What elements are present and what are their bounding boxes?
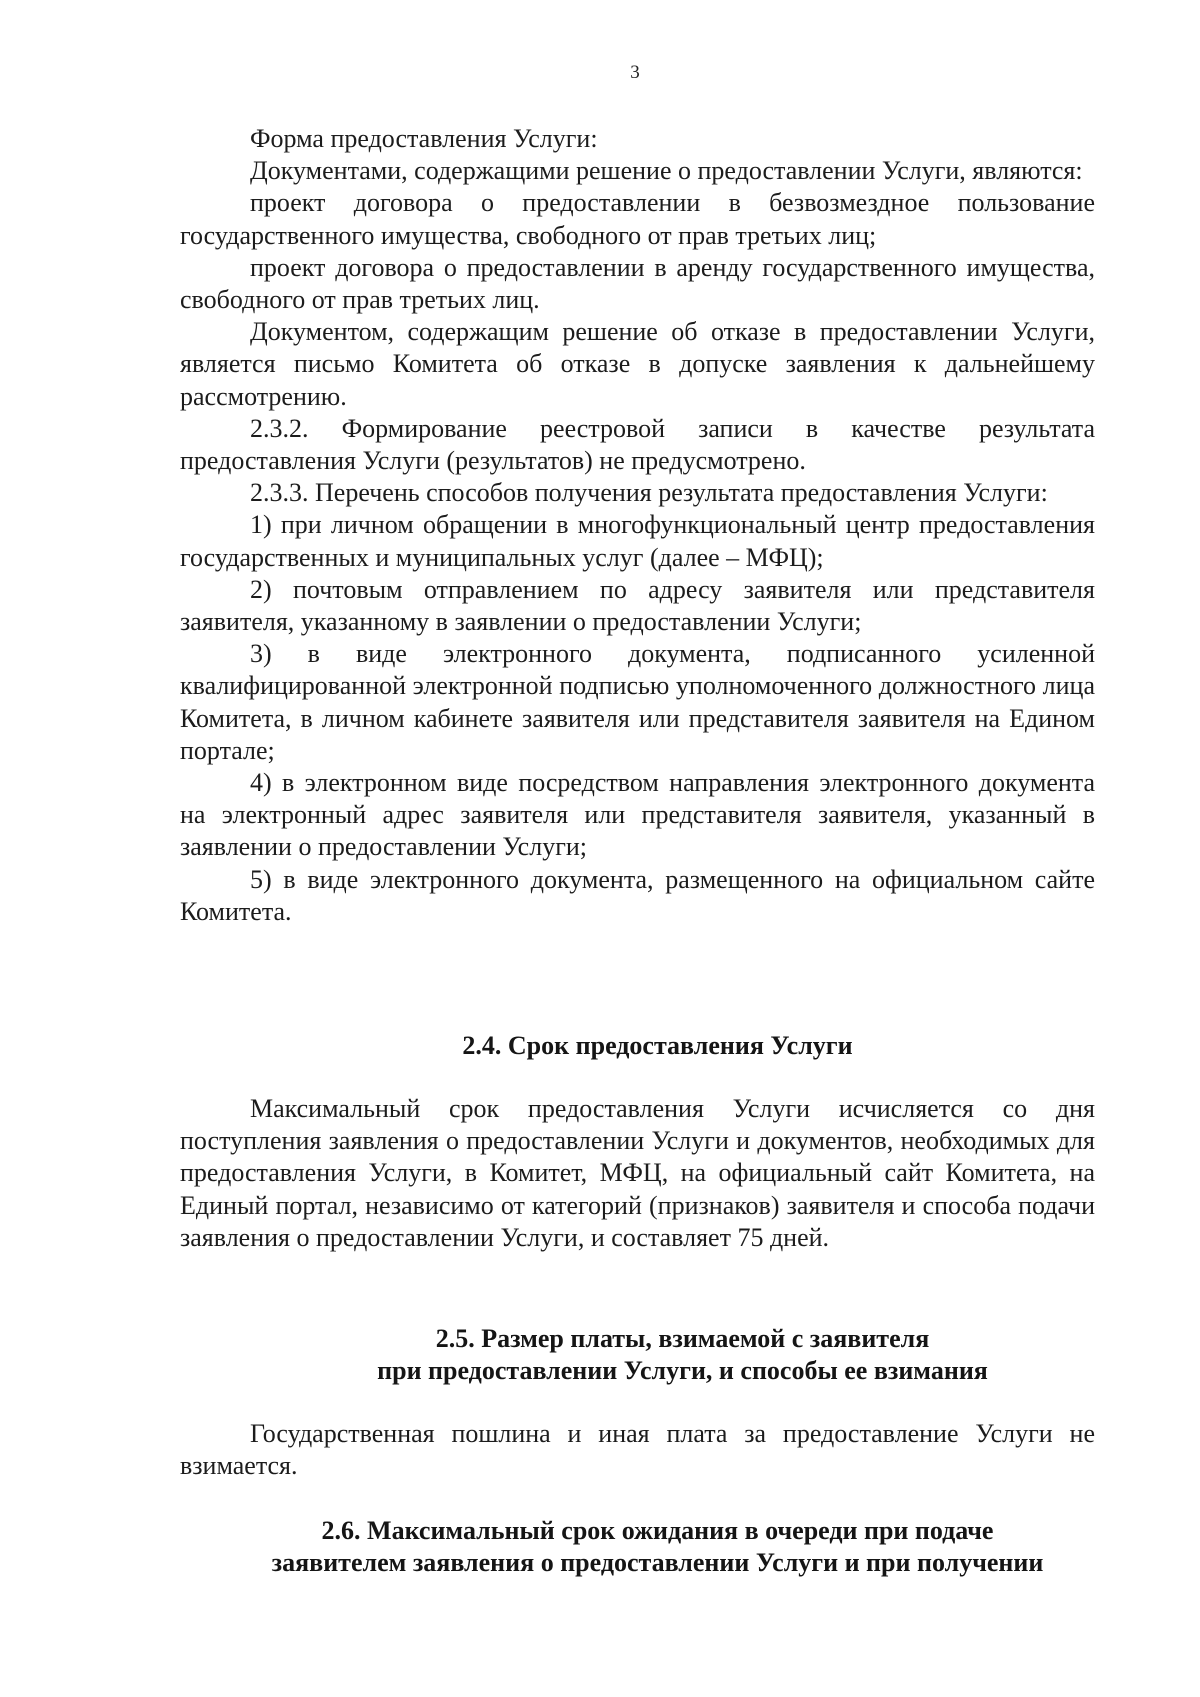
list-item: 3) в виде электронного документа, подписанного усиленной квалифицированной электронной подписью уполномоченного должностного лица Комитета, в личном кабинете заявителя или представителя заявителя на Едином портале; [180,639,1095,765]
paragraph: проект договора о предоставлении в безвозмездное пользование государственного имущества, свободного от прав третьих лиц; [180,188,1095,250]
paragraph: Государственная пошлина и иная плата за предоставление Услуги не взимается. [180,1419,1095,1481]
paragraph: 2.3.2. Формирование реестровой записи в качестве результата предоставления Услуги (результатов) не предусмотрено. [180,413,1095,476]
paragraph: проект договора о предоставлении в аренду государственного имущества, свободного от прав третьих лиц. [180,252,1095,315]
list-item: 5) в виде электронного документа, размещенного на официальном сайте Комитета. [180,864,1095,926]
page-number: 3 [630,62,640,83]
section-heading-2-6 [200,1515,1115,1579]
section-heading-2-4 [200,1030,1115,1062]
paragraph: 2.3.3. Перечень способов получения результата предоставления Услуги: [250,478,1048,508]
results-methods-block [180,123,1095,928]
section-heading-2-5 [225,1323,1140,1387]
heading-line: при предоставлении Услуги, и способы ее взимания [377,1356,988,1385]
section-2-4-body [180,1093,1095,1254]
paragraph: Документом, содержащим решение об отказе в предоставлении Услуги, является письмо Комитета об отказе в допуске заявления к дальнейшему рассмотрению. [180,317,1095,411]
paragraph: Форма предоставления Услуги: [250,124,598,153]
paragraph: Документами, содержащими решение о предоставлении Услуги, являются: [250,156,1083,186]
list-item: 1) при личном обращении в многофункциональный центр предоставления государственных и муниципальных услуг (далее – МФЦ); [180,510,1095,572]
paragraph: Максимальный срок предоставления Услуги исчисляется со дня поступления заявления о предоставлении Услуги и документов, необходимых для предоставления Услуги, в Комитет, МФЦ, на официальный сайт Комитета, на Единый портал, независимо от категорий (признаков) заявителя и способа подачи заявления о предоставлении Услуги, и составляет 75 дней. [180,1094,1095,1252]
list-item: 2) почтовым отправлением по адресу заявителя или представителя заявителя, указанному в заявлении о предоставлении Услуги; [180,574,1095,637]
heading-line: 2.4. Срок предоставления Услуги [462,1031,853,1060]
heading-line: заявителем заявления о предоставлении Услуги и при получении [271,1548,1044,1577]
list-item: 4) в электронном виде посредством направления электронного документа на электронный адрес заявителя или представителя заявителя, указанный в заявлении о предоставлении Услуги; [180,768,1095,862]
heading-line: 2.5. Размер платы, взимаемой с заявителя [435,1324,930,1353]
section-2-5-body [180,1418,1095,1482]
heading-line: 2.6. Максимальный срок ожидания в очереди при подаче [321,1516,994,1545]
